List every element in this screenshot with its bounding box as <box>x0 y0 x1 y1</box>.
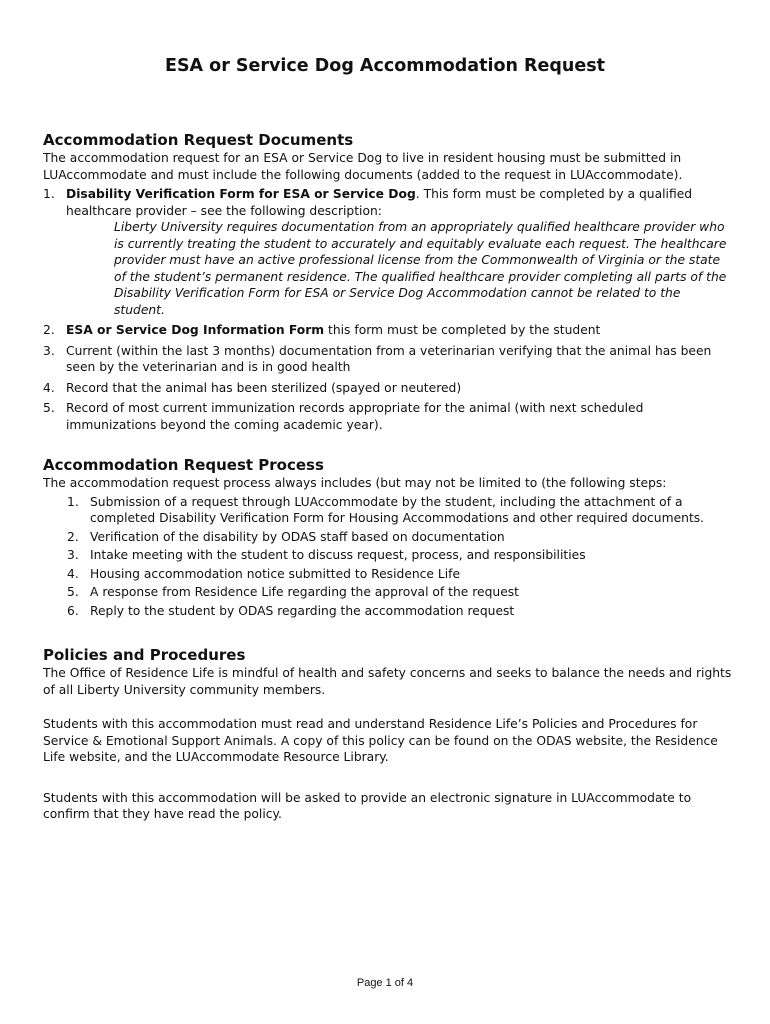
step-text: Intake meeting with the student to discuss request, process, and responsibilities <box>90 548 586 562</box>
step-number: 1. <box>67 494 79 509</box>
requirement-quote: Liberty University requires documentation from an appropriately qualified healthcare provider who is currently treating the student to accurately and equitably evaluate each request. The healthcare provider must have an active professional license from the Commonwealth of Virginia or the state of the student’s permanent residence. The qualified healthcare provider completing all parts of the Disability Verification Form for ESA or Service Dog Accommodation cannot be related to the student. <box>114 220 727 317</box>
item-text: this form must be completed by the student <box>324 323 601 337</box>
item-number: 2. <box>43 323 55 337</box>
step-text: Submission of a request through LUAccommodate by the student, including the attachment of a completed Disability Verification Form for Housing Accommodations and other required documents. <box>90 494 705 525</box>
item-text: Record that the animal has been sterilized (spayed or neutered) <box>66 380 462 395</box>
item-text: Record of most current immunization records appropriate for the animal (with next scheduled immunizations beyond the coming academic year). <box>66 401 644 432</box>
list-item <box>67 529 733 546</box>
policies-heading: Policies and Procedures <box>43 646 246 664</box>
item-text: . This form must be completed by a qualified healthcare provider – see the following description: <box>66 187 693 218</box>
item-number: 4. <box>43 380 55 395</box>
step-text: A response from Residence Life regarding the approval of the request <box>90 585 519 599</box>
step-number: 5. <box>67 585 79 599</box>
policies-paragraph: The Office of Residence Life is mindful of health and safety concerns and seeks to balance the needs and rights of all Liberty University community members. <box>43 666 732 697</box>
list-item <box>43 380 733 397</box>
step-text: Reply to the student by ODAS regarding the accommodation request <box>90 603 515 618</box>
list-item <box>43 343 733 376</box>
list-item <box>67 494 733 527</box>
item-number: 1. <box>43 187 55 201</box>
list-item <box>67 603 733 620</box>
step-text: Housing accommodation notice submitted to Residence Life <box>90 566 461 581</box>
step-number: 3. <box>67 548 79 562</box>
step-text: Verification of the disability by ODAS staff based on documentation <box>90 529 505 544</box>
documents-heading: Accommodation Request Documents <box>43 131 354 149</box>
process-heading: Accommodation Request Process <box>43 456 324 474</box>
list-item <box>67 584 733 601</box>
list-item <box>43 400 733 433</box>
item-title: ESA or Service Dog Information Form <box>66 323 325 337</box>
policies-paragraph: Students with this accommodation will be asked to provide an electronic signature in LUAccommodate to confirm that they have read the policy. <box>43 790 692 821</box>
documents-list <box>43 186 733 433</box>
step-number: 4. <box>67 566 79 581</box>
page-number: Page 1 of 4 <box>356 977 414 989</box>
item-text: Current (within the last 3 months) documentation from a veterinarian verifying that the animal has been seen by the veterinarian and is in good health <box>66 343 712 374</box>
process-section <box>43 455 733 619</box>
list-item <box>67 547 733 564</box>
document-body <box>43 130 733 823</box>
documents-section <box>43 130 733 433</box>
documents-intro: The accommodation request for an ESA or Service Dog to live in resident housing must be submitted in LUAccommodate and must include the following documents (added to the request in LUAccommodate). <box>43 151 683 182</box>
policies-section <box>43 645 733 823</box>
process-intro: The accommodation request process always includes (but may not be limited to (the following steps: <box>43 476 667 490</box>
item-number: 5. <box>43 401 55 415</box>
item-title: Disability Verification Form for ESA or Service Dog <box>66 187 416 201</box>
item-number: 3. <box>43 343 55 358</box>
list-item <box>67 566 733 583</box>
policies-paragraph: Students with this accommodation must read and understand Residence Life’s Policies and Procedures for Service & Emotional Support Animals. A copy of this policy can be found on the ODAS website, the Residence Life website, and the LUAccommodate Resource Library. <box>43 717 718 764</box>
page-title: ESA or Service Dog Accommodation Request <box>164 56 605 76</box>
list-item <box>43 186 733 318</box>
list-item <box>43 322 733 339</box>
step-number: 2. <box>67 529 79 544</box>
step-number: 6. <box>67 603 79 618</box>
process-steps <box>43 494 733 620</box>
